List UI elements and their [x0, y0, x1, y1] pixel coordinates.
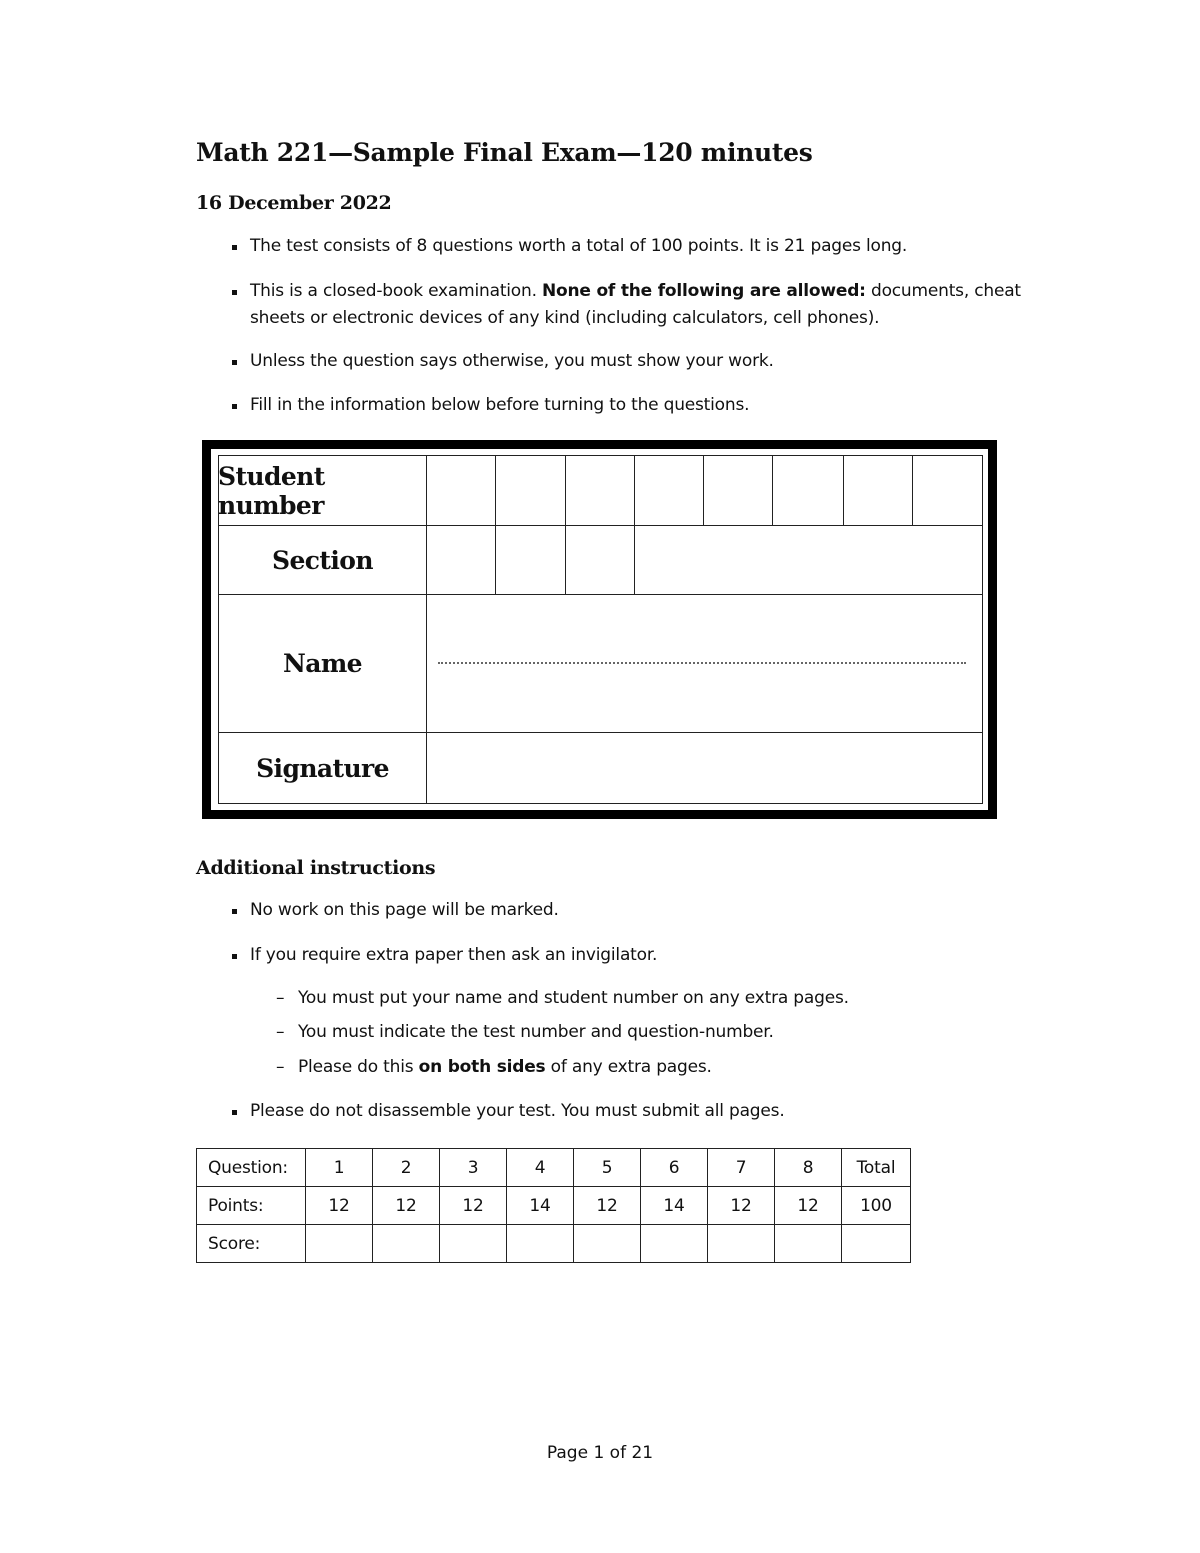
points-value: 14	[641, 1187, 708, 1225]
exam-title: Math 221—Sample Final Exam—120 minutes	[196, 138, 813, 167]
instruction-list	[230, 233, 1030, 260]
section-digit-box[interactable]	[495, 525, 566, 595]
dash-icon: –	[276, 1057, 285, 1077]
question-number: 4	[507, 1149, 574, 1187]
instruction-item: Fill in the information below before turning to the questions.	[230, 392, 1030, 419]
instruction-list	[230, 392, 1030, 419]
total-score-cell[interactable]	[842, 1225, 911, 1263]
section-digit-box[interactable]	[426, 525, 496, 595]
dash-icon: –	[276, 1022, 285, 1042]
signature-field[interactable]	[426, 732, 983, 804]
section-blank-area	[634, 525, 983, 595]
points-value: 12	[574, 1187, 641, 1225]
section-label: Section	[272, 545, 373, 575]
sub-item: – You must indicate the test number and question-number.	[276, 1019, 774, 1046]
sub-item: – You must put your name and student number on any extra pages.	[276, 985, 849, 1012]
score-table	[196, 1148, 911, 1263]
bullet-icon	[232, 954, 237, 959]
bullet-icon	[232, 245, 237, 250]
sub-list	[276, 1054, 712, 1081]
additional-list	[230, 1098, 1030, 1125]
sub-item: – Please do this on both sides of any extra pages.	[276, 1054, 712, 1081]
score-cell[interactable]	[708, 1225, 775, 1263]
bullet-icon	[232, 909, 237, 914]
student-number-digit-box[interactable]	[912, 455, 983, 526]
score-row-label: Score:	[197, 1225, 306, 1263]
instruction-item: This is a closed-book examination. None of the following are allowed: documents, cheat sheets or electronic devices of any kind (including calculators, cell phones).	[230, 278, 1030, 332]
question-row-label: Question:	[197, 1149, 306, 1187]
score-cell[interactable]	[574, 1225, 641, 1263]
bullet-icon	[232, 404, 237, 409]
question-number: 1	[306, 1149, 373, 1187]
score-cell[interactable]	[507, 1225, 574, 1263]
page-number: Page 1 of 21	[546, 1443, 654, 1463]
additional-instructions-heading: Additional instructions	[196, 857, 436, 879]
total-points: 100	[842, 1187, 911, 1225]
dash-icon: –	[276, 988, 285, 1008]
bullet-icon	[232, 360, 237, 365]
points-value: 12	[775, 1187, 842, 1225]
question-number: 2	[373, 1149, 440, 1187]
instruction-item: Unless the question says otherwise, you must show your work.	[230, 348, 1030, 375]
score-cell[interactable]	[306, 1225, 373, 1263]
student-number-label: Student number	[218, 461, 325, 520]
question-number: 6	[641, 1149, 708, 1187]
question-row	[197, 1149, 911, 1187]
student-number-digit-box[interactable]	[772, 455, 844, 526]
question-number: 5	[574, 1149, 641, 1187]
score-cell[interactable]	[373, 1225, 440, 1263]
points-value: 12	[708, 1187, 775, 1225]
total-label: Total	[842, 1149, 911, 1187]
additional-item: If you require extra paper then ask an invigilator.	[230, 942, 1030, 969]
points-value: 14	[507, 1187, 574, 1225]
name-label: Name	[282, 649, 362, 678]
exam-date: 16 December 2022	[196, 192, 392, 214]
student-info-grid	[218, 455, 983, 805]
points-row-label: Points:	[197, 1187, 306, 1225]
points-value: 12	[306, 1187, 373, 1225]
name-dotted-line	[438, 662, 966, 664]
instruction-list	[230, 348, 1030, 375]
points-row	[197, 1187, 911, 1225]
points-value: 12	[440, 1187, 507, 1225]
question-number: 7	[708, 1149, 775, 1187]
score-cell[interactable]	[440, 1225, 507, 1263]
additional-item: Please do not disassemble your test. You must submit all pages.	[230, 1098, 1030, 1125]
student-number-digit-box[interactable]	[495, 455, 566, 526]
question-number: 3	[440, 1149, 507, 1187]
score-cell[interactable]	[641, 1225, 708, 1263]
student-number-digit-box[interactable]	[634, 455, 704, 526]
signature-label: Signature	[256, 753, 389, 783]
score-cell[interactable]	[775, 1225, 842, 1263]
student-info-box	[202, 440, 997, 819]
student-number-digit-box[interactable]	[843, 455, 913, 526]
score-row	[197, 1225, 911, 1263]
bullet-icon	[232, 1110, 237, 1115]
student-number-digit-box[interactable]	[703, 455, 773, 526]
additional-item: No work on this page will be marked.	[230, 897, 1030, 924]
section-digit-box[interactable]	[565, 525, 635, 595]
additional-list	[230, 942, 1030, 969]
student-number-digit-box[interactable]	[565, 455, 635, 526]
student-number-digit-box[interactable]	[426, 455, 496, 526]
bullet-icon	[232, 290, 237, 295]
instruction-list	[230, 278, 1030, 332]
points-value: 12	[373, 1187, 440, 1225]
sub-list	[276, 1019, 774, 1046]
instruction-item: The test consists of 8 questions worth a total of 100 points. It is 21 pages long.	[230, 233, 1030, 260]
additional-list	[230, 897, 1030, 924]
question-number: 8	[775, 1149, 842, 1187]
sub-list	[276, 985, 849, 1012]
